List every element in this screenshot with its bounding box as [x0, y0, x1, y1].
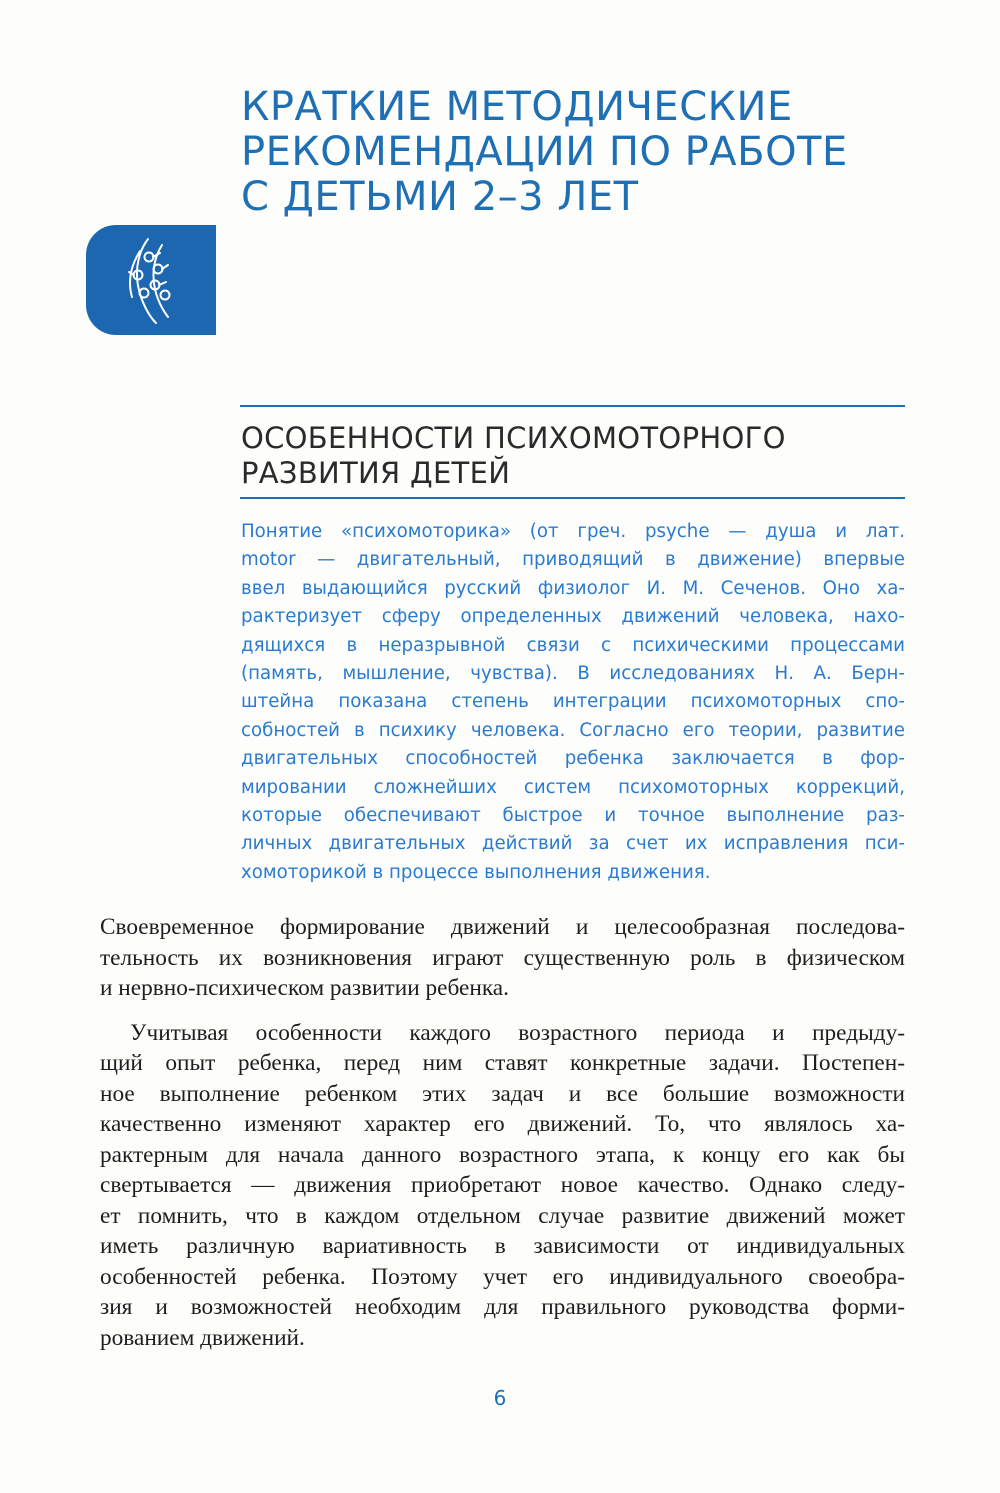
paragraph-line: ное выполнение ребенком этих задач и все большие возможности [100, 1080, 905, 1107]
paragraph-line: свертывается — движения приобретают новое качество. Однако следу- [100, 1172, 905, 1198]
paragraph-line: ет помнить, что в каждом отдельном случае развитие движений может [100, 1202, 905, 1229]
chapter-title-line: С ДЕТЬМИ 2–3 ЛЕТ [241, 174, 639, 220]
section-title-line: РАЗВИТИЯ ДЕТЕЙ [241, 456, 511, 490]
page-number: 6 [493, 1386, 507, 1410]
intro-highlight-text [241, 518, 905, 887]
section-rule-bottom [240, 497, 905, 499]
paragraph [100, 912, 905, 1004]
paragraph [100, 1018, 905, 1354]
paragraph-line: Учитывая особенности каждого возрастного периода и предыду- [130, 1019, 905, 1046]
intro-line: которые обеспечивают быстрое и точное выполнение раз- [241, 804, 905, 826]
paragraph-line: щий опыт ребенка, перед ним ставят конкретные задачи. Постепен- [100, 1050, 905, 1076]
paragraph-line: особенностей ребенка. Поэтому учет его индивидуального своеобра- [100, 1263, 905, 1290]
neuron-circles-icon [86, 225, 216, 335]
paragraph-line: зия и возможностей необходим для правильного руководства форми- [100, 1294, 905, 1320]
intro-line: Понятие «психомоторика» (от греч. psyche — душа и лат. [241, 521, 905, 542]
intro-line: ввел выдающийся русский физиолог И. М. Сеченов. Оно ха- [241, 577, 905, 599]
intro-line: собностей в психику человека. Согласно его теории, развитие [241, 719, 905, 741]
paragraph-line: рованием движений. [100, 1324, 305, 1351]
chapter-title-line: КРАТКИЕ МЕТОДИЧЕСКИЕ [241, 84, 793, 130]
intro-line: хомоторикой в процессе выполнения движения. [241, 861, 711, 883]
intro-line: личных двигательных действий за счет их исправления пси- [241, 833, 905, 855]
intro-line: штейна показана степень интеграции психомоторных спо- [241, 691, 905, 713]
body-text [100, 912, 905, 1353]
section-title-line: ОСОБЕННОСТИ ПСИХОМОТОРНОГО [241, 421, 786, 455]
paragraph-line: иметь различную вариативность в зависимости от индивидуальных [100, 1233, 905, 1259]
section-rule-top [240, 405, 905, 407]
section-title [241, 421, 905, 491]
paragraph-line: качественно изменяют характер его движений. То, что являлось ха- [100, 1111, 905, 1137]
intro-line: motor — двигательный, приводящий в движение) впервые [241, 549, 905, 571]
paragraph-line: рактерным для начала данного возрастного этапа, к концу его как бы [100, 1141, 905, 1168]
paragraph-line: тельность их возникновения играют существенную роль в физическом [100, 944, 905, 971]
chapter-title-line: РЕКОМЕНДАЦИИ ПО РАБОТЕ [241, 129, 848, 175]
chapter-emblem [86, 225, 216, 335]
intro-line: (память, мышление, чувства). В исследованиях Н. А. Берн- [241, 662, 905, 684]
intro-line: двигательных способностей ребенка заключается в фор- [241, 748, 905, 770]
paragraph-line: Своевременное формирование движений и целесообразная последова- [100, 914, 905, 940]
paragraph-line: и нервно-психическом развитии ребенка. [100, 975, 509, 1001]
intro-line: мировании сложнейших систем психомоторных коррекций, [241, 776, 905, 798]
intro-line: рактеризует сферу определенных движений человека, нахо- [241, 606, 905, 628]
intro-line: дящихся в неразрывной связи с психическими процессами [241, 634, 905, 656]
chapter-title [241, 85, 961, 220]
